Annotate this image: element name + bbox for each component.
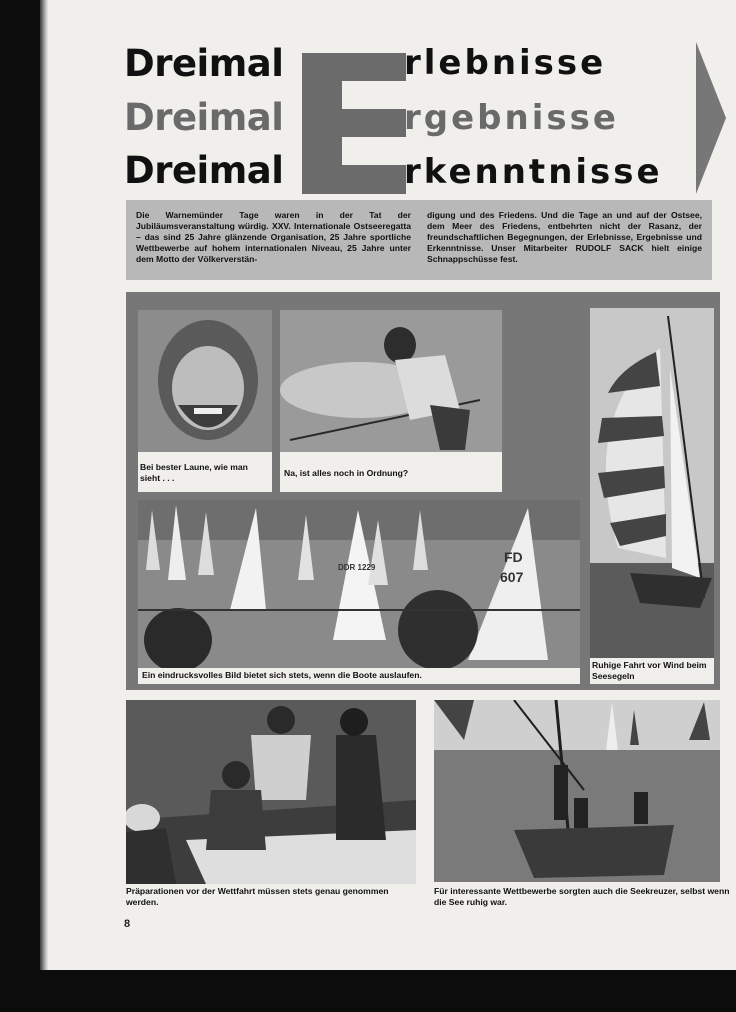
title-big-letter-e bbox=[302, 53, 406, 194]
caption-boats-leaving: Ein eindrucksvolles Bild bietet sich stets, wenn die Boote auslaufen. bbox=[142, 670, 422, 680]
title-dreimal-1: Dreimal bbox=[124, 42, 284, 85]
intro-column-1: Die Warnemünder Tage waren in der Tat der Jubiläumsveranstaltung würdig. XXV. Internationale Ostseeregatta – das sind 25 Jahre glänzende Organisation, 25 Jahre sportliche Wettbewerbe auf hohem internationalen Niveau, 25 Jahre unter dem Motto der Völkerverstän- bbox=[136, 210, 411, 264]
page-number: 8 bbox=[124, 918, 131, 930]
photo-spinnaker bbox=[590, 308, 714, 658]
page-spine-shadow bbox=[40, 0, 48, 970]
photo-boats-leaving bbox=[138, 500, 580, 668]
arrow-decoration bbox=[696, 42, 726, 194]
intro-column-2: digung und des Friedens. Und die Tage an und auf der Ostsee, dem Meer des Friedens, entbehrten nicht der Rasanz, der freundschaftlichen Begegnungen, der Erlebnisse, Ergebnisse und Erkenntnisse. Unser Mitarbeiter RUDOLF SACK hielt einige Schnappschüsse fest. bbox=[427, 210, 702, 264]
photo-cruisers bbox=[434, 700, 720, 882]
caption-laughing-man: Bei bester Laune, wie man sieht . . . bbox=[140, 462, 248, 483]
caption-preparations: Präparationen vor der Wettfahrt müssen stets genau genommen werden. bbox=[126, 886, 389, 907]
title-erkenntnisse: rkenntnisse bbox=[404, 152, 663, 192]
magazine-page bbox=[40, 0, 736, 970]
intro-box bbox=[126, 200, 712, 280]
photo-frame bbox=[126, 292, 720, 690]
photo-checking-boat bbox=[280, 310, 502, 452]
sail-number-607: 607 bbox=[500, 569, 524, 585]
photo-preparations bbox=[126, 700, 416, 884]
title-ergebnisse: rgebnisse bbox=[404, 98, 619, 138]
sail-number-fd: FD bbox=[504, 549, 523, 565]
caption-cruisers: Für interessante Wettbewerbe sorgten auch die Seekreuzer, selbst wenn die See ruhig war. bbox=[434, 886, 730, 907]
sail-number-ddr: DDR 1229 bbox=[338, 563, 376, 572]
title-dreimal-2: Dreimal bbox=[124, 96, 284, 139]
caption-checking-boat: Na, ist alles noch in Ordnung? bbox=[284, 468, 409, 478]
photo-laughing-man bbox=[138, 310, 272, 452]
caption-spinnaker: Ruhige Fahrt vor Wind beim Seesegeln bbox=[592, 660, 707, 681]
title-erlebnisse: rlebnisse bbox=[404, 43, 607, 83]
title-dreimal-3: Dreimal bbox=[124, 149, 284, 192]
